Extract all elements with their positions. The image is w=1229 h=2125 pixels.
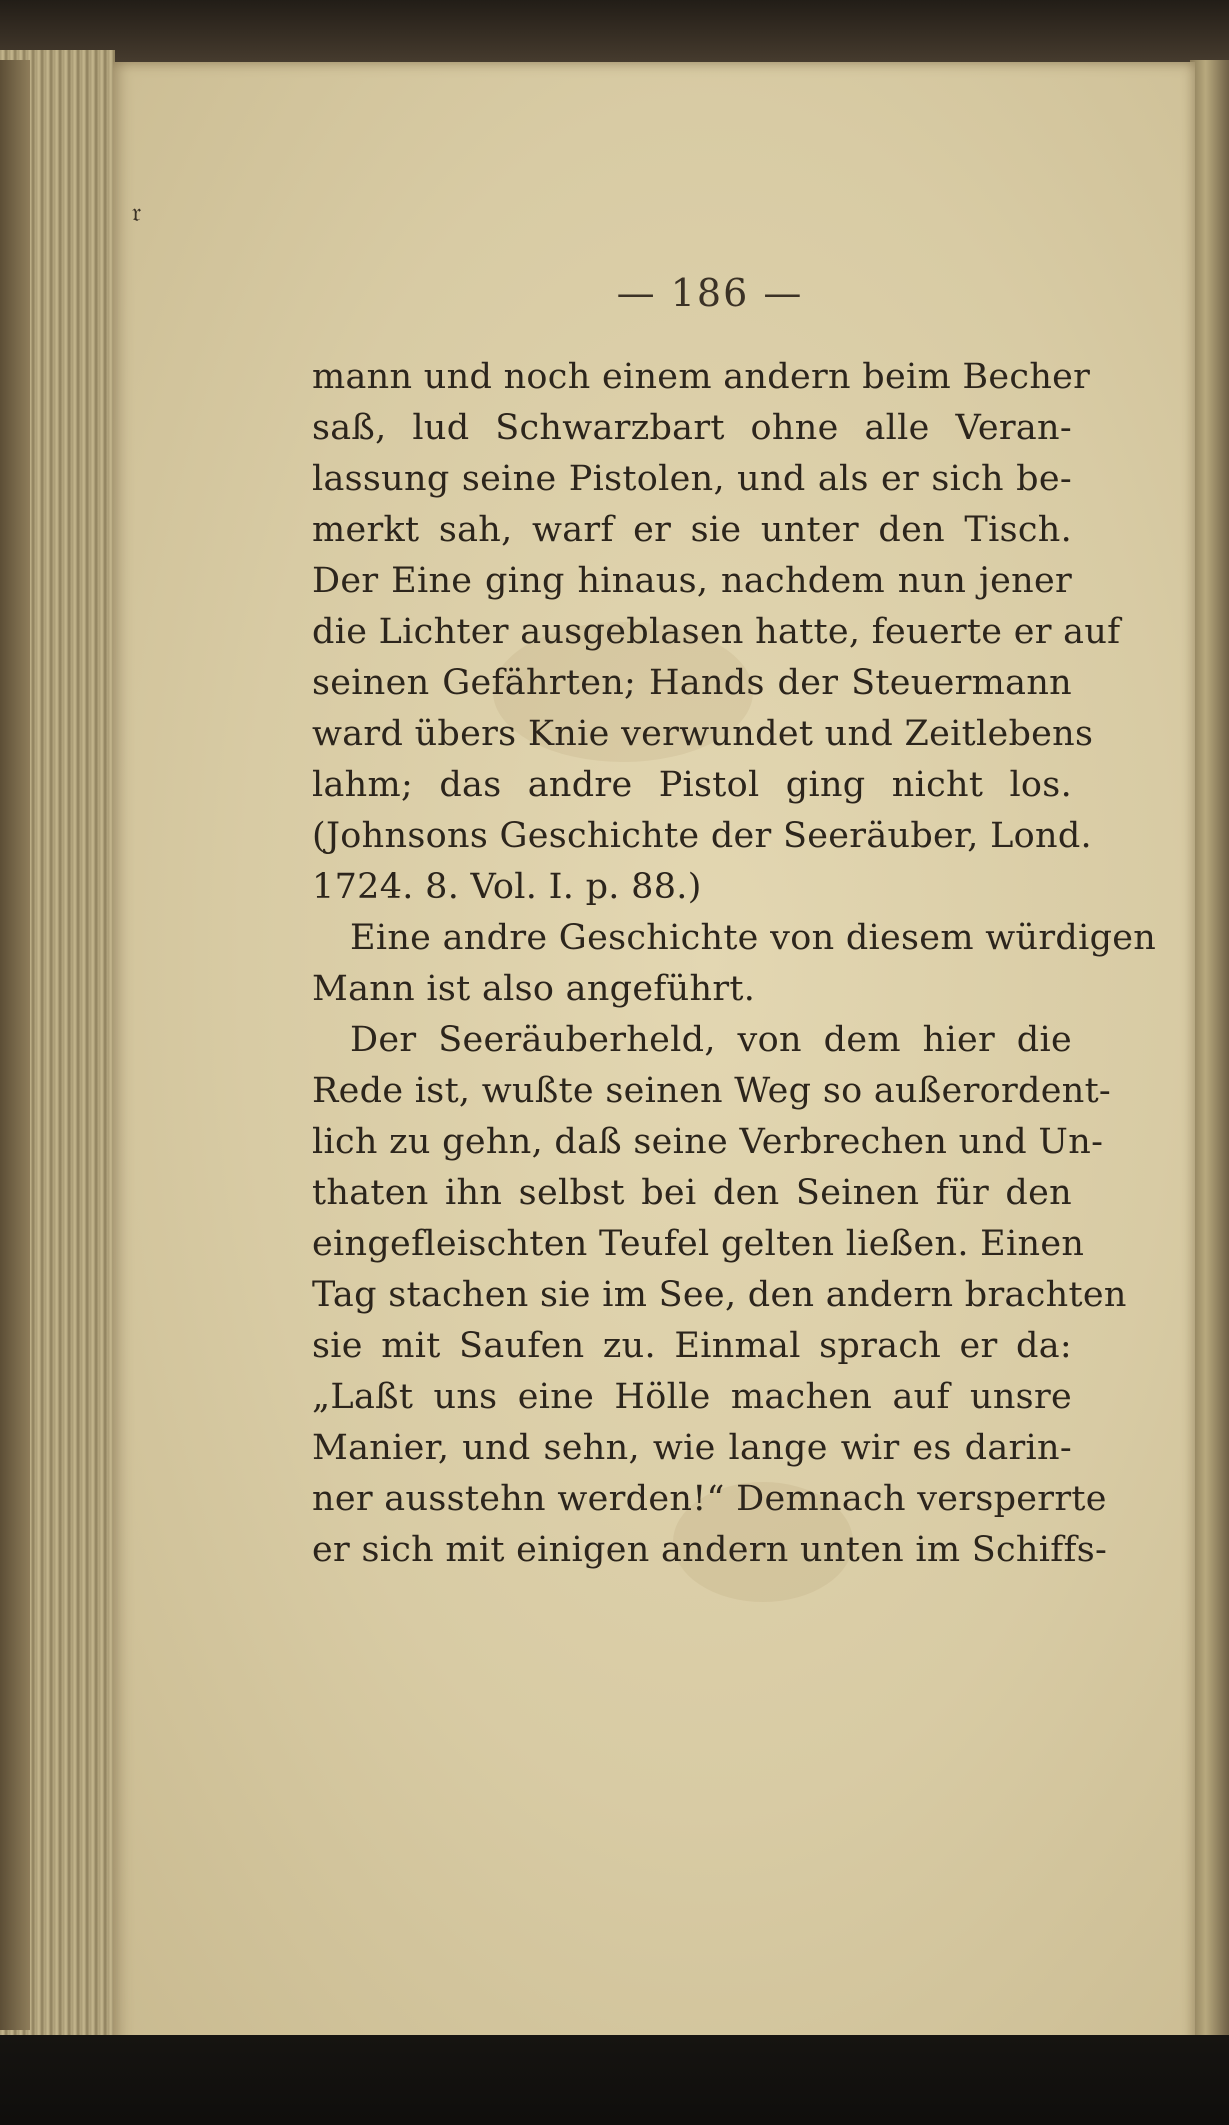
binding-shadow bbox=[0, 60, 30, 2030]
text-line: seinen Gefährten; Hands der Steuermann bbox=[312, 663, 1072, 703]
text-line: Rede ist, wußte seinen Weg so außerordent- bbox=[312, 1071, 1112, 1111]
text-line: Der Seeräuberheld, von dem hier die bbox=[350, 1020, 1072, 1060]
text-line: die Lichter ausgeblasen hatte, feuerte er auf bbox=[312, 612, 1121, 652]
body-text bbox=[312, 352, 1157, 1582]
text-line: Eine andre Geschichte von diesem würdigen bbox=[350, 918, 1157, 958]
text-line: lahm; das andre Pistol ging nicht los. bbox=[312, 765, 1072, 805]
text-line: sie mit Saufen zu. Einmal sprach er da: bbox=[312, 1326, 1072, 1366]
text-line: „Laßt uns eine Hölle machen auf unsre bbox=[312, 1377, 1072, 1417]
text-line: saß, lud Schwarzbart ohne alle Veran- bbox=[312, 408, 1072, 448]
text-line: ner ausstehn werden!“ Demnach versperrte bbox=[312, 1479, 1107, 1519]
text-line: (Johnsons Geschichte der Seeräuber, Lond. bbox=[312, 816, 1092, 856]
top-shadow bbox=[0, 0, 1229, 70]
text-line: lich zu gehn, daß seine Verbrechen und Un- bbox=[312, 1122, 1104, 1162]
page-number: — 186 — bbox=[616, 271, 804, 315]
corner-mark: 𝔯 bbox=[132, 198, 142, 228]
text-line: Tag stachen sie im See, den andern brachten bbox=[312, 1275, 1127, 1315]
text-line: er sich mit einigen andern unten im Schiffs- bbox=[312, 1530, 1108, 1570]
text-line: Der Eine ging hinaus, nachdem nun jener bbox=[312, 561, 1072, 601]
text-line: mann und noch einem andern beim Becher bbox=[312, 357, 1091, 397]
text-line: Mann ist also angeführt. bbox=[312, 969, 756, 1009]
text-line: 1724. 8. Vol. I. p. 88.) bbox=[312, 867, 702, 907]
page-edge-right bbox=[1190, 60, 1229, 2040]
text-line: eingefleischten Teufel gelten ließen. Einen bbox=[312, 1224, 1085, 1264]
text-line: Manier, und sehn, wie lange wir es darin- bbox=[312, 1428, 1072, 1468]
text-line: merkt sah, warf er sie unter den Tisch. bbox=[312, 510, 1072, 550]
bottom-shadow bbox=[0, 2035, 1229, 2125]
text-line: lassung seine Pistolen, und als er sich be- bbox=[312, 459, 1072, 499]
text-line: ward übers Knie verwundet und Zeitlebens bbox=[312, 714, 1094, 754]
text-line: thaten ihn selbst bei den Seinen für den bbox=[312, 1173, 1072, 1213]
